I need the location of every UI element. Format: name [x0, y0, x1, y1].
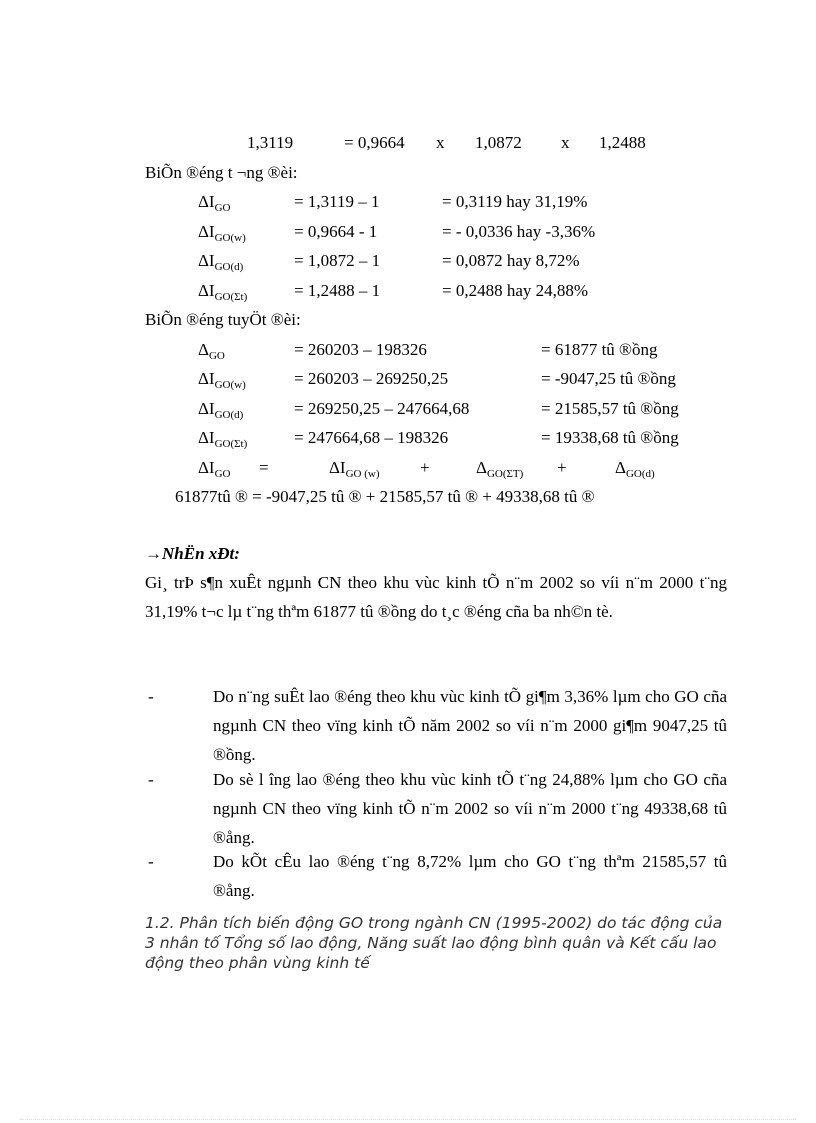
absolute-change-heading: BiÕn ®éng tuyÖt ®èi:: [145, 310, 301, 329]
bullet-text: Do n¨ng suÊt lao ®éng theo khu vùc kinh tÕ gi¶m 3,36% lµm cho GO cña ngµnh CN theo vïng kinh tÕ năm 2002 so víi n¨m 2000 gi¶m 9047,25 tû ®ồng.: [213, 687, 727, 764]
row-symbol: $\Delta I_{GO}$: [198, 192, 231, 214]
sum-plus-2: +: [557, 458, 567, 477]
row-expression: = 0,9664 - 1: [294, 221, 378, 241]
bullet-dash: -: [148, 770, 154, 789]
row-symbol: $\Delta I_{GO(d)}$: [198, 251, 244, 273]
sum-term-c: $\Delta_{GO(\Sigma T)}$: [476, 458, 524, 480]
eq-times-1: x: [436, 133, 445, 152]
section-title: 1.2. Phân tích biến động GO trong ngành CN (1995-2002) do tác động của 3 nhân tố Tổng số lao động, Năng suất lao động bình quân và Kết cấu lao động theo phân vùng kinh tế: [145, 914, 723, 972]
row-symbol: $\Delta I_{GO(d)}$: [198, 398, 244, 421]
sum-term-a: $\Delta I_{GO}$: [198, 458, 231, 480]
row-symbol: $\Delta I_{GO(\Sigma t)}$: [198, 427, 248, 450]
remark-heading-text: NhËn xÐt:: [162, 544, 240, 563]
row-expression: = 1,0872 – 1: [294, 251, 381, 270]
row-expression: = 1,3119 – 1: [294, 192, 380, 211]
row-result: = 61877 tû ®ồng: [541, 340, 658, 359]
row-result: = 0,0872 hay 8,72%: [442, 251, 580, 270]
row-expression: = 260203 – 269250,25: [294, 369, 449, 389]
arrow-icon: →: [145, 544, 162, 563]
bullet-text: Do kÕt cÊu lao ®éng t¨ng 8,72% lµm cho GO t¨ng thªm 21585,57 tû ®ång.: [213, 852, 727, 900]
bullet-dash: -: [148, 852, 154, 871]
row-result: = - 0,0336 hay -3,36%: [442, 221, 596, 241]
row-symbol: $\Delta I_{GO(w)}$: [198, 369, 246, 392]
relative-change-heading: BiÕn ®éng t ¬ng ®èi:: [145, 163, 298, 182]
eq-lhs: 1,3119: [247, 133, 294, 152]
sum-equals: =: [259, 458, 269, 477]
remark-heading: [145, 544, 240, 564]
row-result: = 0,2488 hay 24,88%: [442, 280, 589, 300]
bullet-text: Do sè l îng lao ®éng theo khu vùc kinh tÕ t¨ng 24,88% lµm cho GO cña ngµnh CN theo vïng kinh tÕ n¨m 2002 so víi n¨m 2000 t¨ng 49338,68 tû ®ång.: [213, 770, 727, 847]
row-expression: = 1,2488 – 1: [294, 280, 381, 300]
remark-paragraph: Gi¸ trÞ s¶n xuÊt ngµnh CN theo khu vùc kinh tÕ n¨m 2002 so víi n¨m 2000 t¨ng 31,19% t¬c lµ t¨ng thªm 61877 tû ®ồng do t¸c ®éng cña ba nh©n tè.: [145, 573, 727, 621]
row-expression: = 269250,25 – 247664,68: [294, 398, 470, 418]
sum-term-b: $\Delta I_{GO (w)}$: [329, 458, 380, 480]
row-symbol: $\Delta I_{GO(w)}$: [198, 221, 246, 244]
bullet-dash: -: [148, 687, 154, 706]
eq-v1: = 0,9664: [344, 133, 405, 152]
eq-v2: 1,0872: [475, 133, 522, 152]
eq-times-2: x: [561, 133, 570, 152]
page-bottom-divider: [20, 1119, 796, 1120]
total-line: 61877tû ® = -9047,25 tû ® + 21585,57 tû ® + 49338,68 tû ®: [175, 487, 595, 506]
row-result: = 0,3119 hay 31,19%: [442, 192, 588, 211]
eq-v3: 1,2488: [599, 133, 646, 152]
row-symbol: $\Delta I_{GO(\Sigma t)}$: [198, 280, 248, 303]
row-result: = 21585,57 tû ®ồng: [541, 398, 679, 418]
row-expression: = 260203 – 198326: [294, 340, 427, 359]
row-result: = -9047,25 tû ®ồng: [541, 369, 676, 389]
row-expression: = 247664,68 – 198326: [294, 427, 449, 447]
sum-plus-1: +: [420, 458, 430, 477]
sum-term-d: $\Delta_{GO(d)}$: [615, 458, 655, 480]
row-symbol: $\Delta_{GO}$: [198, 340, 225, 362]
row-result: = 19338,68 tû ®ồng: [541, 427, 679, 447]
